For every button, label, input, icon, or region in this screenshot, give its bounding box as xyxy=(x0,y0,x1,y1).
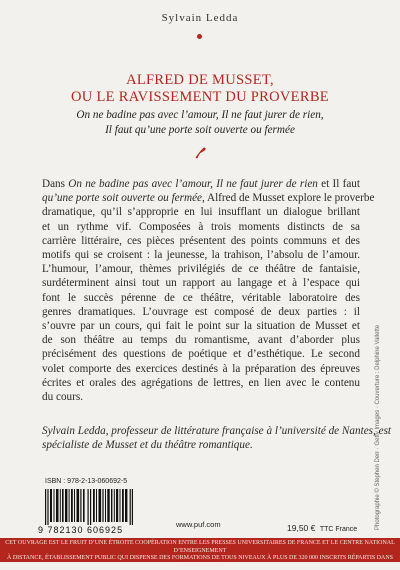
price-label: TTC France xyxy=(319,526,358,533)
text-run: et Il faut xyxy=(317,178,360,190)
price xyxy=(287,518,357,536)
price-value: 19,50 € xyxy=(287,523,316,533)
text-run: Dans xyxy=(42,178,69,190)
description-line: motifs qui se croisent : la jeunesse, la trahison, l’absolu de l’amour. xyxy=(42,249,360,262)
author-bio xyxy=(42,424,392,452)
book-subtitle-line-2: Il faut qu’une porte soit ouverte ou fermée xyxy=(105,124,295,136)
description-line: surdéterminent ainsi tout un rapport au langage et à l’espace qui xyxy=(42,277,360,290)
photo-credit: Photographie © Stephen Derr · Getty Images · Couverture : Delphine Vallette xyxy=(375,324,381,530)
description-line: de son théâtre au temps du romantisme, avant d’aborder plus xyxy=(42,334,360,347)
description-line xyxy=(42,177,360,191)
author-name: Sylvain Ledda xyxy=(161,12,239,24)
italic-title-run: On ne badine pas avec l’amour, Il ne faut jurer de rien xyxy=(68,178,318,190)
description-line: font le succès pérenne de ce théâtre, véritable laboratoire des xyxy=(42,291,360,304)
description-line: précisément des questions de poétique et d’esthétique. Le second xyxy=(42,348,360,361)
description-paragraph xyxy=(42,177,375,404)
description-line: L’humour, l’amour, thèmes privilégiés de ce théâtre de fantaisie, xyxy=(42,263,360,276)
footer-notice-line: À DISTANCE, ÉTABLISSEMENT PUBLIC QUI DISPENSE DES FORMATIONS DE TOUS NIVEAUX À PLUS DE 320 000 INSCRITS RÉPARTIS DANS LE MONDE ENTIER. xyxy=(7,555,393,569)
text-run: , Alfred de Musset explore le proverbe xyxy=(202,192,375,205)
description-line: volet comporte des exercices destinés à la préparation des épreuves xyxy=(42,362,360,375)
footer-notice-line: CET OUVRAGE EST LE FRUIT D’UNE ÉTROITE COOPÉRATION ENTRE LES PRESSES UNIVERSITAIRES DE FRANCE ET LE CENTRE NATIONAL D’ENSEIGNEMENT xyxy=(5,540,395,554)
footer-notice xyxy=(4,540,396,570)
red-dot-ornament xyxy=(197,34,202,39)
description-line: genres dramatiques. L’ouvrage est composé de deux parties : il xyxy=(42,305,360,318)
barcode-icon xyxy=(45,489,133,525)
italic-title-run: qu’une porte soit ouverte ou fermée xyxy=(42,192,203,205)
description-line: s’ouvre par un cours, qui fait le point sur la situation de Musset et xyxy=(42,320,360,333)
barcode-number: 9 782130 606925 xyxy=(38,525,124,535)
isbn-label: ISBN : 978-2-13-060692-5 xyxy=(45,478,128,485)
description-line: carrière littéraire, ces pièces présentent des points communs et des xyxy=(42,234,360,247)
description-line: dramatique, qu’il s’approprie en lui insufflant un dialogue brillant xyxy=(42,206,360,219)
description-line: du cours. xyxy=(42,391,84,404)
description-line xyxy=(42,191,375,205)
book-subtitle-line-1: On ne badine pas avec l’amour, Il ne faut jurer de rien, xyxy=(76,109,324,121)
publisher-url[interactable]: www.puf.com xyxy=(176,520,221,529)
flourish-ornament-icon xyxy=(193,146,207,160)
book-title-line-1: ALFRED DE MUSSET, xyxy=(126,72,274,88)
author-bio-line: Sylvain Ledda, professeur de littérature française à l’université de Nantes, est xyxy=(42,425,392,437)
description-line: écrites et orales des agrégations de lettres, en lien avec le contenu xyxy=(42,376,360,389)
description-line: et un rythme vif. Composées à trois moments distincts de sa xyxy=(42,220,360,233)
book-title-line-2: OU LE RAVISSEMENT DU PROVERBE xyxy=(71,89,329,105)
author-bio-line: spécialiste de Musset et du théâtre romantique. xyxy=(42,439,253,452)
